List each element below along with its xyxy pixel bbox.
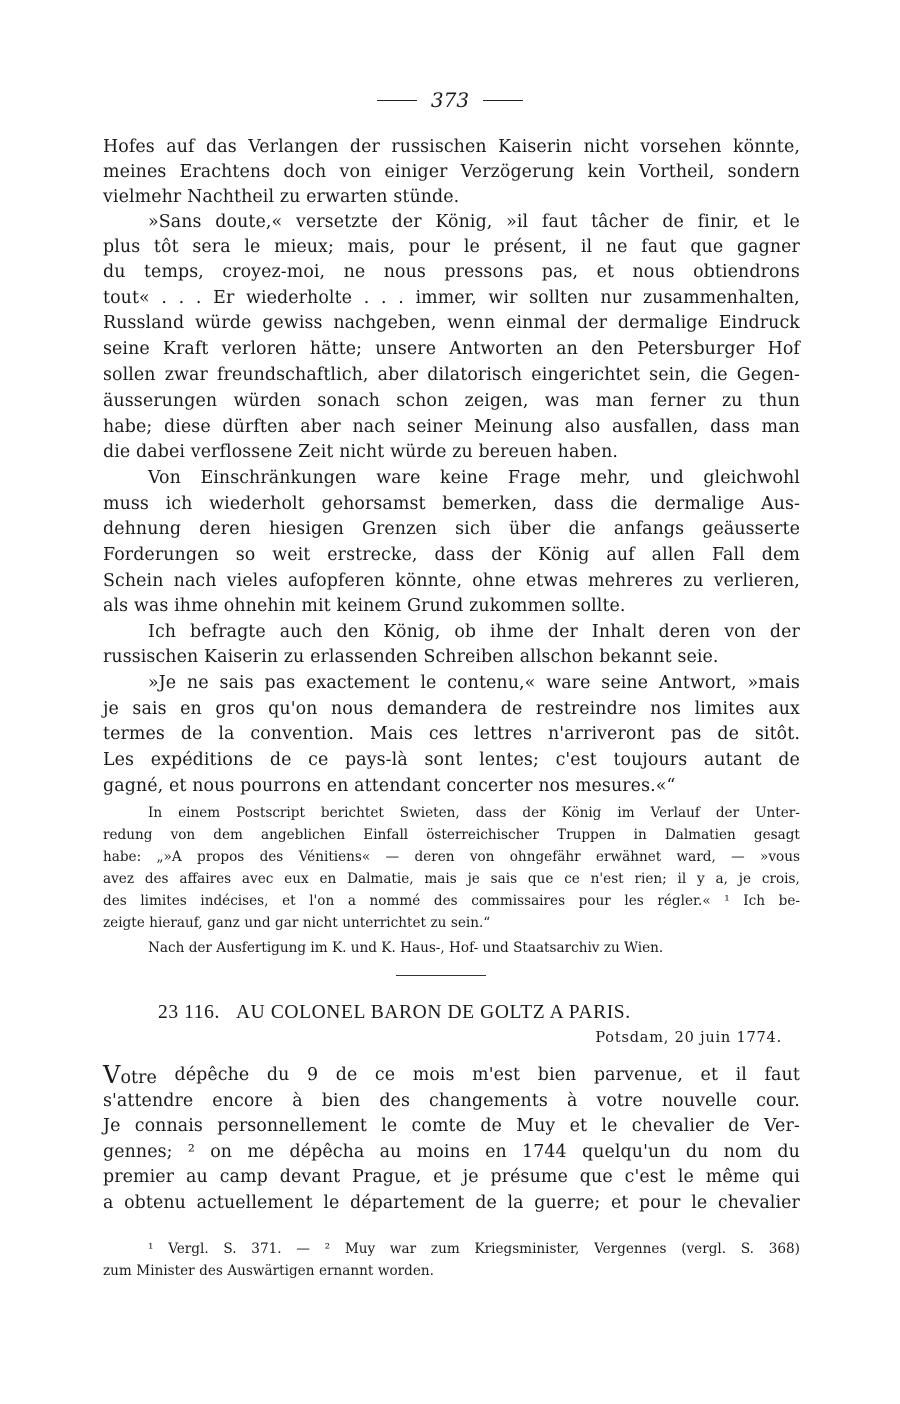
text-line: als was ihme ohnehin mit keinem Grund zukommen sollte. bbox=[103, 596, 626, 616]
text-line: die dabei verflossene Zeit nicht würde zu bereuen haben. bbox=[103, 442, 618, 462]
text-line: du temps, croyez-moi, ne nous pressons pas, et nous obtiendrons bbox=[103, 262, 800, 282]
source-note: Nach der Ausfertigung im K. und K. Haus-, Hof- und Staatsarchiv zu Wien. bbox=[148, 940, 664, 956]
header-rule-right bbox=[483, 100, 523, 101]
text-line: Les expéditions de ce pays-là sont lentes; c'est toujours autant de bbox=[103, 750, 800, 770]
page-number: 373 bbox=[430, 88, 470, 112]
postscript-line: des limites indécises, et l'on a nommé des commissaires pour les régler.« ¹ Ich be- bbox=[103, 893, 800, 909]
postscript-line: zeigte hierauf, ganz und gar nicht unterrichtet zu sein.“ bbox=[103, 915, 491, 931]
letter-line: Je connais personnellement le comte de Muy et le chevalier de Ver- bbox=[103, 1116, 800, 1136]
text-line: dehnung deren hiesigen Grenzen sich über die anfangs geäusserte bbox=[103, 519, 800, 539]
text-line: russischen Kaiserin zu erlassenden Schreiben allschon bekannt seie. bbox=[103, 647, 719, 667]
footnote-line: zum Minister des Auswärtigen ernannt worden. bbox=[103, 1263, 434, 1279]
postscript-line: redung von dem angeblichen Einfall österreichischer Truppen in Dalmatien gesagt bbox=[103, 827, 800, 843]
text-line: »Je ne sais pas exactement le contenu,« ware seine Antwort, »mais bbox=[148, 673, 800, 693]
postscript-line: avez des affaires avec eux en Dalmatie, mais je sais que ce n'est rien; il y a, je crois, bbox=[103, 871, 800, 887]
text-line: Schein nach vieles aufopferen könnte, ohne etwas mehreres zu verlieren, bbox=[103, 571, 800, 591]
postscript-line: In einem Postscript berichtet Swieten, dass der König im Verlauf der Unter- bbox=[148, 805, 800, 821]
letter-line: a obtenu actuellement le département de la guerre; et pour le chevalier bbox=[103, 1193, 800, 1213]
text-line: Forderungen so weit erstrecke, dass der König auf allen Fall dem bbox=[103, 545, 800, 565]
text-line: äusserungen würden sonach schon zeigen, was man ferner zu thun bbox=[103, 391, 800, 411]
letter-line: s'attendre encore à bien des changements à votre nouvelle cour. bbox=[103, 1091, 800, 1111]
letter-line: premier au camp devant Prague, et je présume que c'est le même qui bbox=[103, 1167, 800, 1187]
document-heading bbox=[158, 1002, 631, 1024]
text-line: plus tôt sera le mieux; mais, pour le présent, il ne faut que gagner bbox=[103, 237, 800, 257]
document-number: 23 116. bbox=[158, 1002, 220, 1023]
text-line: Von Einschränkungen ware keine Frage mehr, und gleichwohl bbox=[148, 468, 800, 488]
dateline: Potsdam, 20 juin 1774. bbox=[595, 1030, 782, 1046]
text-line: muss ich wiederholt gehorsamst bemerken, dass die dermalige Aus- bbox=[103, 494, 800, 514]
text-line: Hofes auf das Verlangen der russischen Kaiserin nicht vorsehen könnte, bbox=[103, 137, 800, 157]
text-line: gagné, et nous pourrons en attendant concerter nos mesures.«“ bbox=[103, 776, 676, 796]
header-rule-left bbox=[377, 100, 417, 101]
letter-line: gennes; ² on me dépêcha au moins en 1744 quelqu'un du nom du bbox=[103, 1142, 800, 1162]
text-line: seine Kraft verloren hätte; unsere Antworten an den Petersburger Hof bbox=[103, 339, 800, 359]
text-line: termes de la convention. Mais ces lettres n'arriveront pas de sitôt. bbox=[103, 724, 800, 744]
text-line: sollen zwar freundschaftlich, aber dilatorisch eingerichtet sein, die Gegen- bbox=[103, 365, 800, 385]
postscript-line: habe: „»A propos des Vénitiens« — deren von ohngefähr erwähnet ward, — »vous bbox=[103, 849, 800, 865]
text-line: Russland würde gewiss nachgeben, wenn einmal der dermalige Eindruck bbox=[103, 313, 800, 333]
text-line: tout« . . . Er wiederholte . . . immer, wir sollten nur zusammenhalten, bbox=[103, 288, 800, 308]
text-line: habe; diese dürften aber nach seiner Meinung also ausfallen, dass man bbox=[103, 417, 800, 437]
page-header bbox=[0, 88, 900, 112]
footnote-line: ¹ Vergl. S. 371. — ² Muy war zum Kriegsminister, Vergennes (vergl. S. 368) bbox=[148, 1241, 800, 1257]
section-divider bbox=[396, 975, 486, 976]
document-title: AU COLONEL BARON DE GOLTZ A PARIS. bbox=[235, 1002, 631, 1023]
letter-line: Votre dépêche du 9 de ce mois m'est bien parvenue, et il faut bbox=[103, 1061, 800, 1089]
text-line: »Sans doute,« versetzte der König, »il faut tâcher de finir, et le bbox=[148, 212, 800, 232]
text-line: vielmehr Nachtheil zu erwarten stünde. bbox=[103, 187, 460, 207]
text-line: Ich befragte auch den König, ob ihme der Inhalt deren von der bbox=[148, 622, 800, 642]
text-line: je sais en gros qu'on nous demandera de restreindre nos limites aux bbox=[103, 699, 800, 719]
text-line: meines Erachtens doch von einiger Verzögerung kein Vortheil, sondern bbox=[103, 162, 800, 182]
